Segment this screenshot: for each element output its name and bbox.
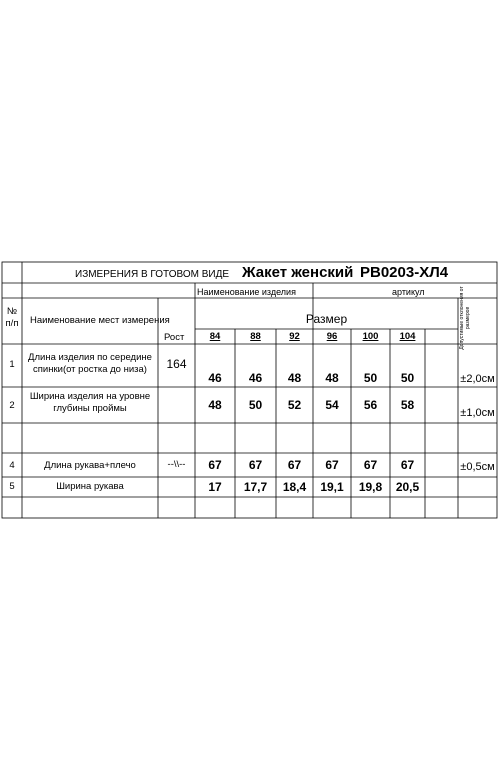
measurement-name-header: Наименование мест измерения (30, 315, 170, 326)
row-5-value-100: 19,8 (358, 480, 383, 494)
row-4-value-88: 67 (248, 458, 263, 472)
tolerance-note: Допустимые отклонения от размеров (459, 286, 471, 350)
row-2-value-88: 50 (248, 398, 263, 412)
row-2-name: Ширина изделия на уровне глубины проймы (29, 391, 151, 414)
product-name: Жакет женский (242, 264, 354, 281)
size-92: 92 (289, 331, 300, 342)
row-1-tolerance: ±2,0см (460, 373, 495, 385)
size-104: 104 (399, 331, 416, 342)
row-2-value-96: 54 (325, 398, 339, 412)
row-4-tolerance: ±0,5см (460, 461, 495, 473)
row-4-height: --\\-- (167, 459, 186, 470)
height-header: Рост (164, 332, 185, 343)
article-number: РВ0203-ХЛ4 (360, 264, 449, 281)
row-5-value-88: 17,7 (243, 480, 268, 494)
row-5-name: Ширина рукава (56, 481, 124, 492)
size-header: Размер (305, 312, 348, 326)
size-88: 88 (250, 331, 261, 342)
row-5-value-92: 18,4 (282, 480, 307, 494)
row-4-value-104: 67 (400, 458, 415, 472)
size-96: 96 (326, 331, 338, 342)
row-2-value-92: 52 (287, 398, 302, 412)
row-1-value-84: 46 (208, 371, 222, 385)
row-1-value-92: 48 (287, 371, 302, 385)
row-1-value-100: 50 (363, 371, 378, 385)
row-1-value-88: 46 (248, 371, 263, 385)
row-5-value-104: 20,5 (395, 480, 420, 494)
row-number-header: № п/п (5, 306, 19, 329)
product-name-caption: Наименование изделия (197, 287, 296, 297)
row-2-value-104: 58 (400, 398, 415, 412)
row-4-value-96: 67 (325, 458, 339, 472)
size-100: 100 (362, 331, 379, 342)
row-4-value-92: 67 (287, 458, 302, 472)
article-caption: артикул (392, 287, 425, 297)
row-2-value-84: 48 (208, 398, 222, 412)
row-5-number: 5 (9, 481, 15, 492)
row-1-name: Длина изделия по середине спинки(от ростка до низа) (28, 352, 152, 375)
row-2-value-100: 56 (363, 398, 378, 412)
row-1-value-96: 48 (325, 371, 339, 385)
size-84: 84 (209, 331, 221, 342)
measurements-heading: ИЗМЕРЕНИЯ В ГОТОВОМ ВИДЕ (75, 269, 230, 280)
row-2-number: 2 (9, 400, 15, 411)
row-1-number: 1 (9, 359, 15, 370)
row-4-number: 4 (9, 460, 15, 471)
row-1-height: 164 (166, 357, 187, 371)
row-5-value-84: 17 (208, 480, 222, 494)
row-4-value-84: 67 (208, 458, 222, 472)
row-5-value-96: 19,1 (320, 480, 344, 494)
row-4-value-100: 67 (363, 458, 378, 472)
row-2-tolerance: ±1,0см (460, 407, 495, 419)
row-4-name: Длина рукава+плечо (44, 460, 136, 471)
row-1-value-104: 50 (400, 371, 415, 385)
